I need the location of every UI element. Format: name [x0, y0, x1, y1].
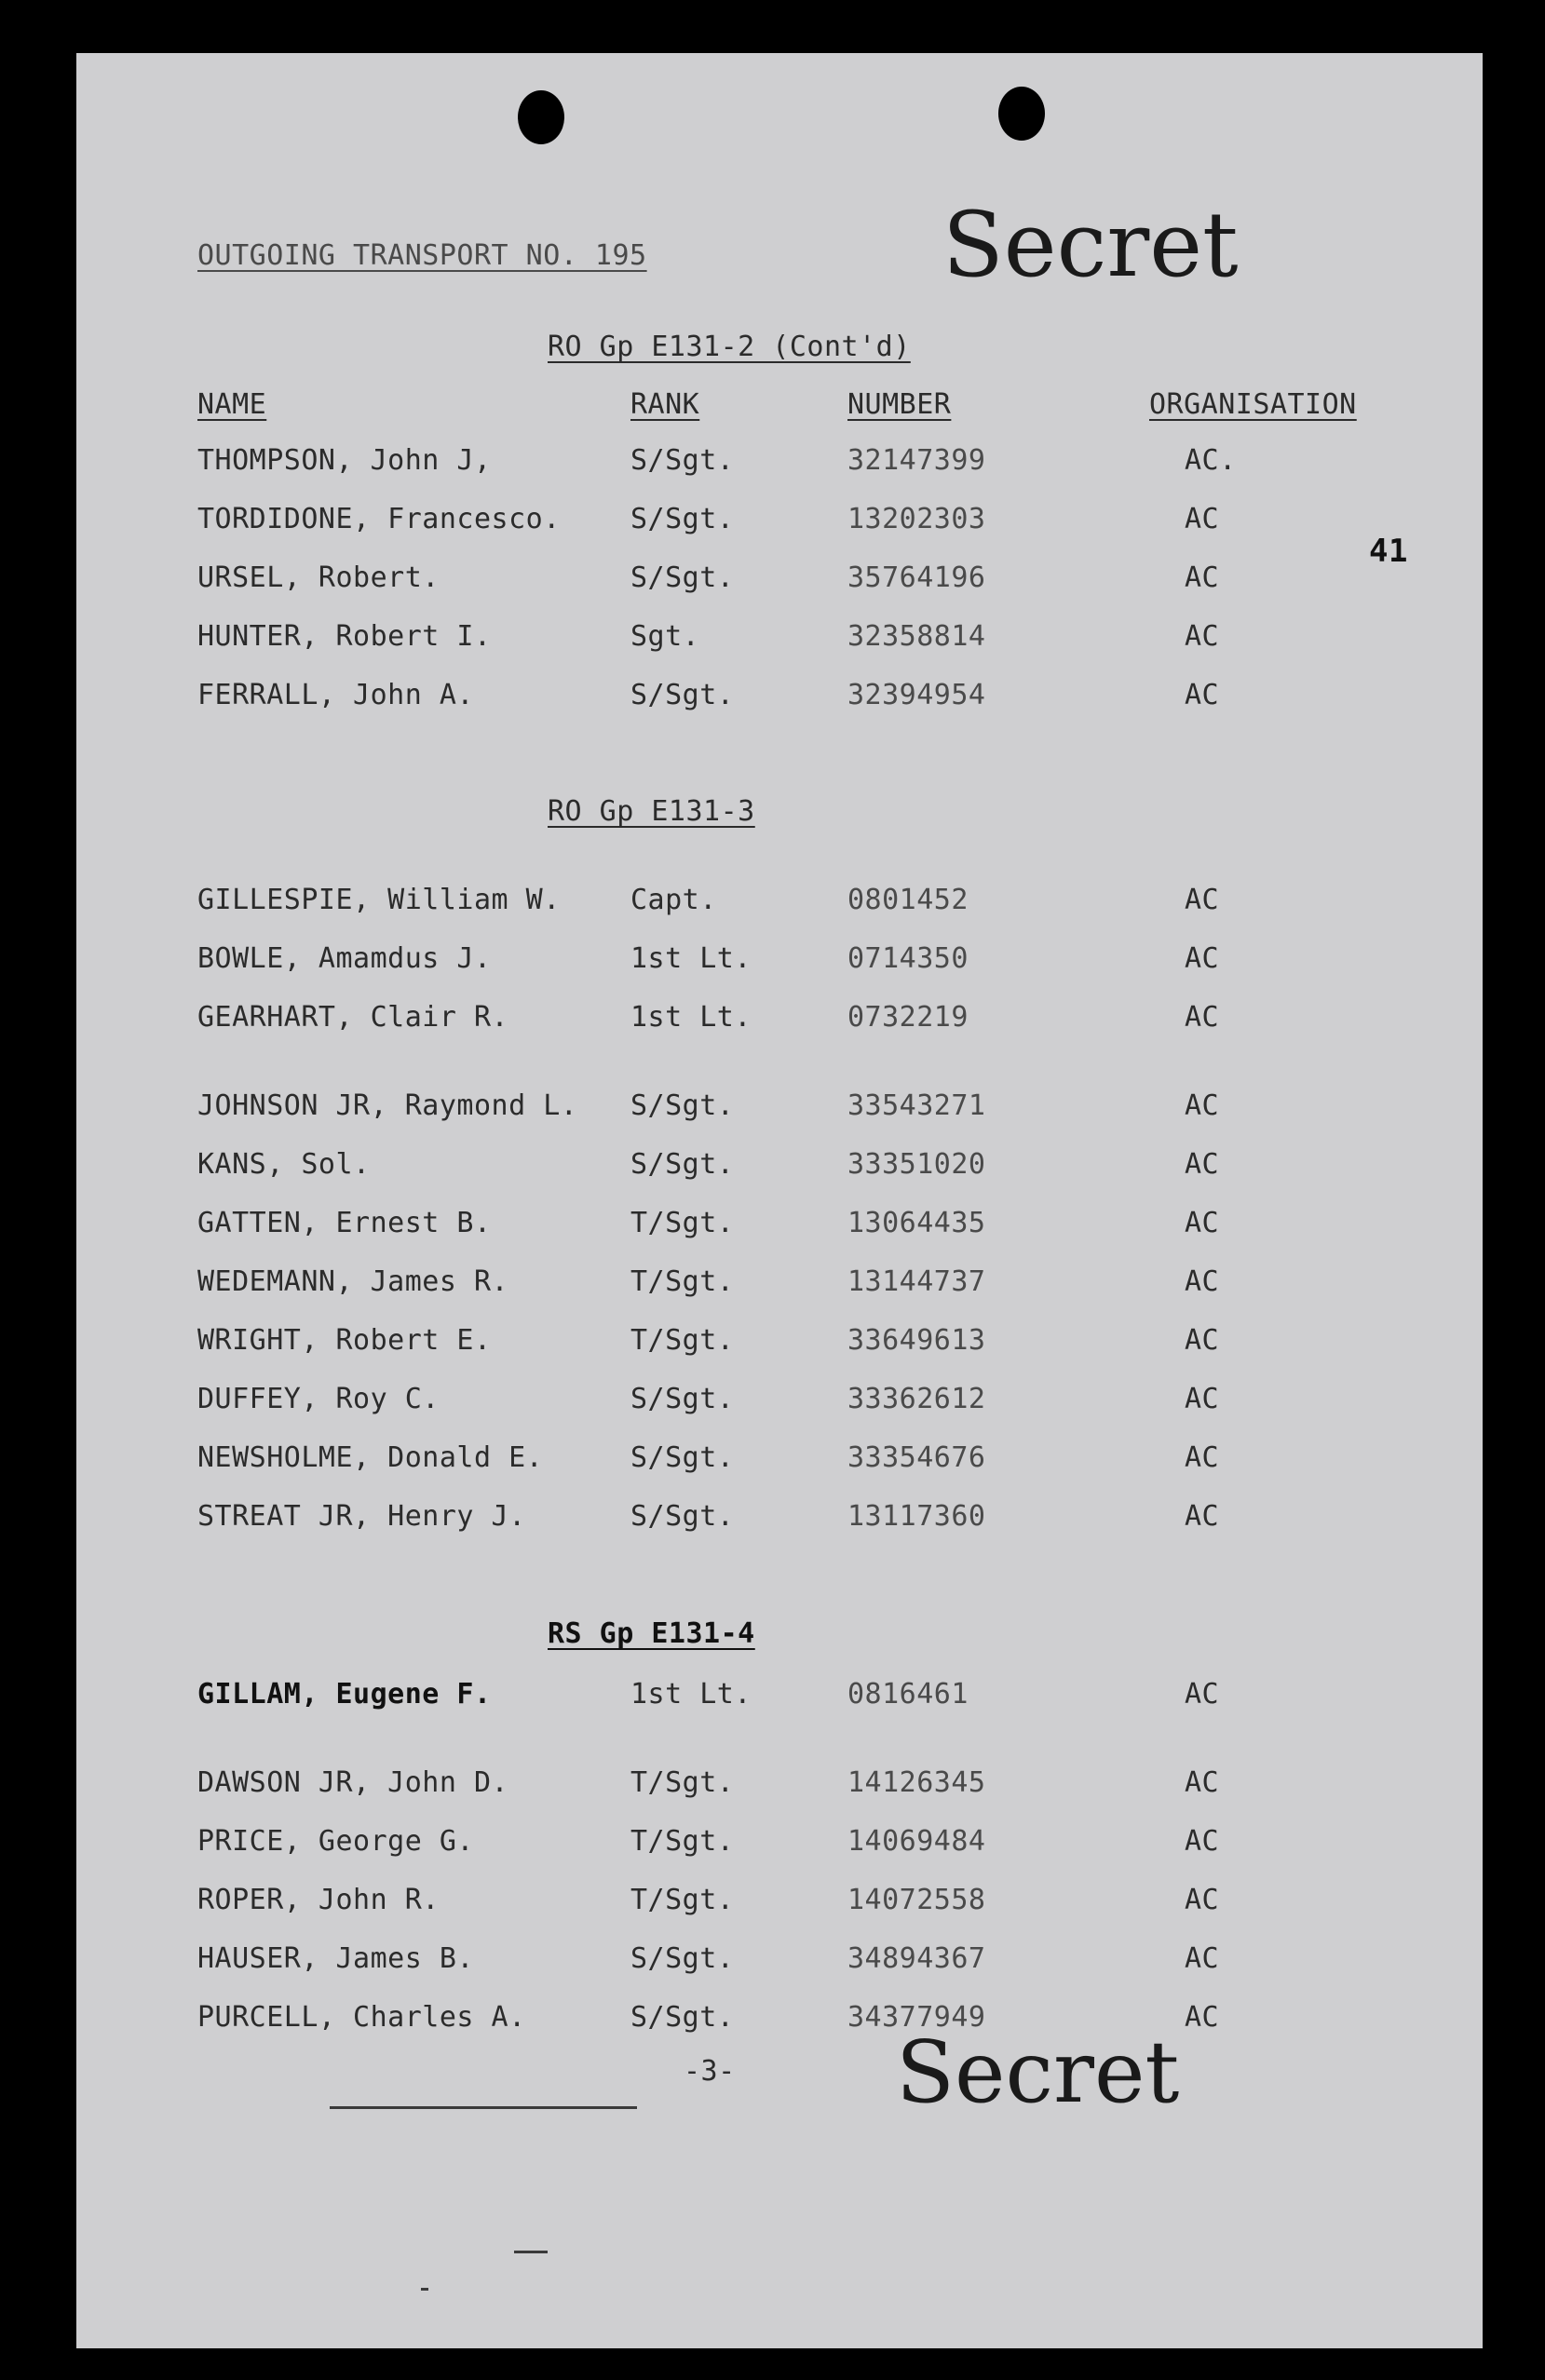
personnel-name: WEDEMANN, James R. — [197, 1265, 509, 1298]
serial-number: 0801452 — [847, 884, 969, 916]
serial-number: 14126345 — [847, 1766, 986, 1799]
personnel-rank: Capt. — [630, 884, 717, 916]
personnel-rank: Sgt. — [630, 620, 700, 653]
organisation: AC — [1185, 1089, 1220, 1122]
serial-number: 0714350 — [847, 942, 969, 975]
personnel-rank: S/Sgt. — [630, 1383, 735, 1415]
personnel-rank: T/Sgt. — [630, 1766, 735, 1799]
serial-number: 33543271 — [847, 1089, 986, 1122]
personnel-rank: 1st Lt. — [630, 1001, 752, 1034]
punch-hole-right — [998, 87, 1045, 141]
organisation: AC — [1185, 1001, 1220, 1034]
handwritten-secret-top: Secret — [942, 193, 1239, 297]
personnel-name: GILLAM, Eugene F. — [197, 1678, 492, 1711]
personnel-name: KANS, Sol. — [197, 1148, 371, 1181]
personnel-name: URSEL, Robert. — [197, 561, 440, 594]
group-heading: RO Gp E131-3 — [548, 795, 755, 828]
organisation: AC — [1185, 679, 1220, 711]
serial-number: 13117360 — [847, 1500, 986, 1533]
personnel-rank: S/Sgt. — [630, 1089, 735, 1122]
faint-mark — [514, 2251, 548, 2253]
organisation: AC — [1185, 1678, 1220, 1711]
personnel-name: GATTEN, Ernest B. — [197, 1207, 492, 1239]
organisation: AC — [1185, 1825, 1220, 1858]
personnel-name: DAWSON JR, John D. — [197, 1766, 509, 1799]
organisation: AC — [1185, 1324, 1220, 1357]
serial-number: 35764196 — [847, 561, 986, 594]
organisation: AC — [1185, 1207, 1220, 1239]
personnel-name: DUFFEY, Roy C. — [197, 1383, 440, 1415]
personnel-name: WRIGHT, Robert E. — [197, 1324, 492, 1357]
serial-number: 13064435 — [847, 1207, 986, 1239]
serial-number: 32147399 — [847, 444, 986, 477]
organisation: AC — [1185, 620, 1220, 653]
serial-number: 33354676 — [847, 1441, 986, 1474]
organisation: AC — [1185, 1942, 1220, 1975]
organisation: AC — [1185, 1884, 1220, 1916]
personnel-name: HAUSER, James B. — [197, 1942, 474, 1975]
document-title: OUTGOING TRANSPORT NO. 195 — [197, 239, 647, 272]
personnel-name: GILLESPIE, William W. — [197, 884, 561, 916]
organisation: AC — [1185, 942, 1220, 975]
personnel-rank: T/Sgt. — [630, 1324, 735, 1357]
personnel-rank: S/Sgt. — [630, 2001, 735, 2034]
serial-number: 34377949 — [847, 2001, 986, 2034]
serial-number: 0816461 — [847, 1678, 969, 1711]
organisation: AC — [1185, 1766, 1220, 1799]
serial-number: 14072558 — [847, 1884, 986, 1916]
personnel-rank: S/Sgt. — [630, 1942, 735, 1975]
personnel-name: THOMPSON, John J, — [197, 444, 492, 477]
organisation: AC — [1185, 1500, 1220, 1533]
serial-number: 32358814 — [847, 620, 986, 653]
personnel-rank: S/Sgt. — [630, 561, 735, 594]
personnel-name: PURCELL, Charles A. — [197, 2001, 526, 2034]
organisation: AC. — [1185, 444, 1237, 477]
personnel-name: FERRALL, John A. — [197, 679, 474, 711]
serial-number: 33362612 — [847, 1383, 986, 1415]
organisation: AC — [1185, 2001, 1220, 2034]
column-header-number: NUMBER — [847, 388, 952, 421]
page-number: -3- — [684, 2055, 736, 2088]
serial-number: 13202303 — [847, 503, 986, 535]
personnel-rank: S/Sgt. — [630, 1148, 735, 1181]
column-header-name: NAME — [197, 388, 267, 421]
handwritten-secret-bottom: Secret — [896, 2022, 1180, 2122]
personnel-name: BOWLE, Amamdus J. — [197, 942, 492, 975]
personnel-name: GEARHART, Clair R. — [197, 1001, 509, 1034]
personnel-rank: S/Sgt. — [630, 1500, 735, 1533]
personnel-name: PRICE, George G. — [197, 1825, 474, 1858]
personnel-rank: S/Sgt. — [630, 444, 735, 477]
organisation: AC — [1185, 503, 1220, 535]
serial-number: 0732219 — [847, 1001, 969, 1034]
organisation: AC — [1185, 561, 1220, 594]
personnel-rank: S/Sgt. — [630, 503, 735, 535]
personnel-name: TORDIDONE, Francesco. — [197, 503, 561, 535]
group-heading: RO Gp E131-2 (Cont'd) — [548, 331, 911, 363]
footer-rule — [330, 2106, 637, 2109]
group-heading: RS Gp E131-4 — [548, 1617, 755, 1650]
personnel-name: ROPER, John R. — [197, 1884, 440, 1916]
margin-page-number: 41 — [1369, 533, 1408, 570]
personnel-name: HUNTER, Robert I. — [197, 620, 492, 653]
organisation: AC — [1185, 1148, 1220, 1181]
personnel-rank: S/Sgt. — [630, 679, 735, 711]
personnel-rank: 1st Lt. — [630, 942, 752, 975]
serial-number: 33351020 — [847, 1148, 986, 1181]
personnel-name: JOHNSON JR, Raymond L. — [197, 1089, 578, 1122]
serial-number: 13144737 — [847, 1265, 986, 1298]
column-header-organisation: ORGANISATION — [1149, 388, 1357, 421]
personnel-name: STREAT JR, Henry J. — [197, 1500, 526, 1533]
personnel-rank: 1st Lt. — [630, 1678, 752, 1711]
personnel-rank: S/Sgt. — [630, 1441, 735, 1474]
serial-number: 34894367 — [847, 1942, 986, 1975]
organisation: AC — [1185, 1441, 1220, 1474]
document-page — [76, 53, 1483, 2348]
organisation: AC — [1185, 884, 1220, 916]
personnel-name: NEWSHOLME, Donald E. — [197, 1441, 544, 1474]
serial-number: 14069484 — [847, 1825, 986, 1858]
personnel-rank: T/Sgt. — [630, 1884, 735, 1916]
organisation: AC — [1185, 1383, 1220, 1415]
punch-hole-left — [518, 90, 564, 144]
personnel-rank: T/Sgt. — [630, 1265, 735, 1298]
serial-number: 32394954 — [847, 679, 986, 711]
faint-mark — [421, 2288, 428, 2291]
column-header-rank: RANK — [630, 388, 700, 421]
personnel-rank: T/Sgt. — [630, 1825, 735, 1858]
organisation: AC — [1185, 1265, 1220, 1298]
serial-number: 33649613 — [847, 1324, 986, 1357]
personnel-rank: T/Sgt. — [630, 1207, 735, 1239]
